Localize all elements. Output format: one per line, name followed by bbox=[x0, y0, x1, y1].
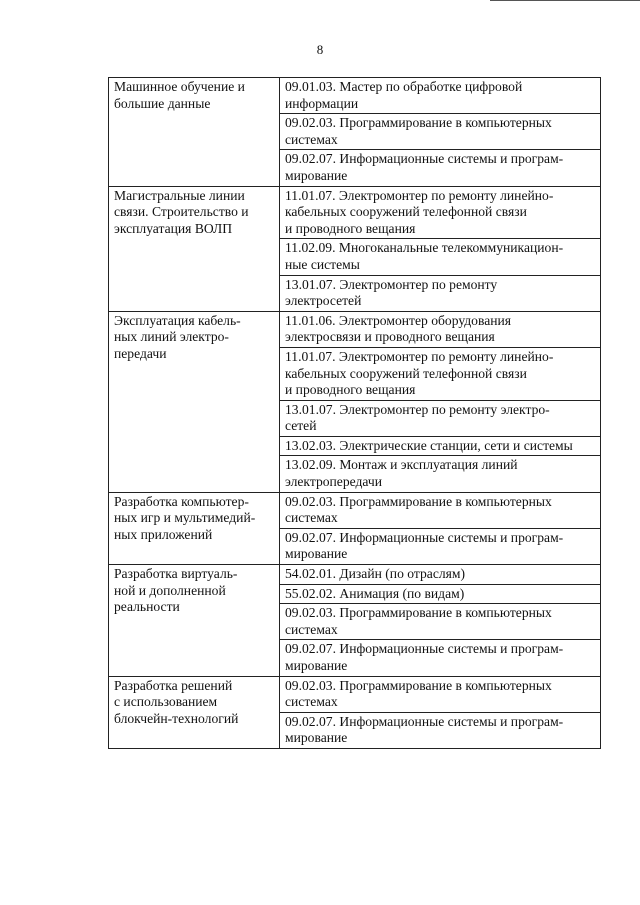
area-cell: Магистральные линии связи. Строительство и эксплуатация ВОЛП bbox=[109, 186, 280, 311]
specialty-cell: 09.02.03. Программирование в компьютерных системах bbox=[280, 492, 601, 528]
specialty-cell: 09.02.03. Программирование в компьютерных системах bbox=[280, 114, 601, 150]
area-cell: Разработка виртуаль- ной и дополненной реальности bbox=[109, 565, 280, 677]
table-row bbox=[109, 311, 601, 347]
table-row bbox=[109, 186, 601, 239]
specialty-cell: 09.02.07. Информационные системы и програм- мирование bbox=[280, 712, 601, 748]
specialty-cell: 54.02.01. Дизайн (по отраслям) bbox=[280, 565, 601, 585]
specialties-table bbox=[108, 77, 601, 749]
top-rule bbox=[490, 0, 640, 1]
specialty-cell: 09.02.07. Информационные системы и програм- мирование bbox=[280, 640, 601, 676]
area-cell: Разработка компьютер- ных игр и мультимедий- ных приложений bbox=[109, 492, 280, 564]
specialty-cell: 11.02.09. Многоканальные телекоммуникацион- ные системы bbox=[280, 239, 601, 275]
page-number: 8 bbox=[316, 42, 324, 57]
specialty-cell: 09.02.07. Информационные системы и програм- мирование bbox=[280, 150, 601, 186]
specialty-cell: 13.01.07. Электромонтер по ремонту электро- сетей bbox=[280, 400, 601, 436]
specialty-cell: 55.02.02. Анимация (по видам) bbox=[280, 584, 601, 604]
specialty-cell: 09.01.03. Мастер по обработке цифровой информации bbox=[280, 78, 601, 114]
specialty-cell: 09.02.07. Информационные системы и програм- мирование bbox=[280, 528, 601, 564]
table-row bbox=[109, 78, 601, 114]
specialty-cell: 09.02.03. Программирование в компьютерных системах bbox=[280, 676, 601, 712]
specialty-cell: 11.01.07. Электромонтер по ремонту линейно- кабельных сооружений телефонной связи и проводного вещания bbox=[280, 347, 601, 400]
area-cell: Разработка решений с использованием блокчейн-технологий bbox=[109, 676, 280, 748]
specialty-cell: 13.02.09. Монтаж и эксплуатация линий электропередачи bbox=[280, 456, 601, 492]
specialty-cell: 13.02.03. Электрические станции, сети и системы bbox=[280, 436, 601, 456]
table-row bbox=[109, 492, 601, 528]
specialty-cell: 13.01.07. Электромонтер по ремонту электросетей bbox=[280, 275, 601, 311]
table-row bbox=[109, 676, 601, 712]
specialty-cell: 11.01.06. Электромонтер оборудования электросвязи и проводного вещания bbox=[280, 311, 601, 347]
table-body bbox=[109, 78, 601, 749]
specialty-cell: 11.01.07. Электромонтер по ремонту линейно- кабельных сооружений телефонной связи и проводного вещания bbox=[280, 186, 601, 239]
area-cell: Эксплуатация кабель- ных линий электро- передачи bbox=[109, 311, 280, 492]
area-cell: Машинное обучение и большие данные bbox=[109, 78, 280, 187]
specialty-cell: 09.02.03. Программирование в компьютерных системах bbox=[280, 604, 601, 640]
table-row bbox=[109, 565, 601, 585]
